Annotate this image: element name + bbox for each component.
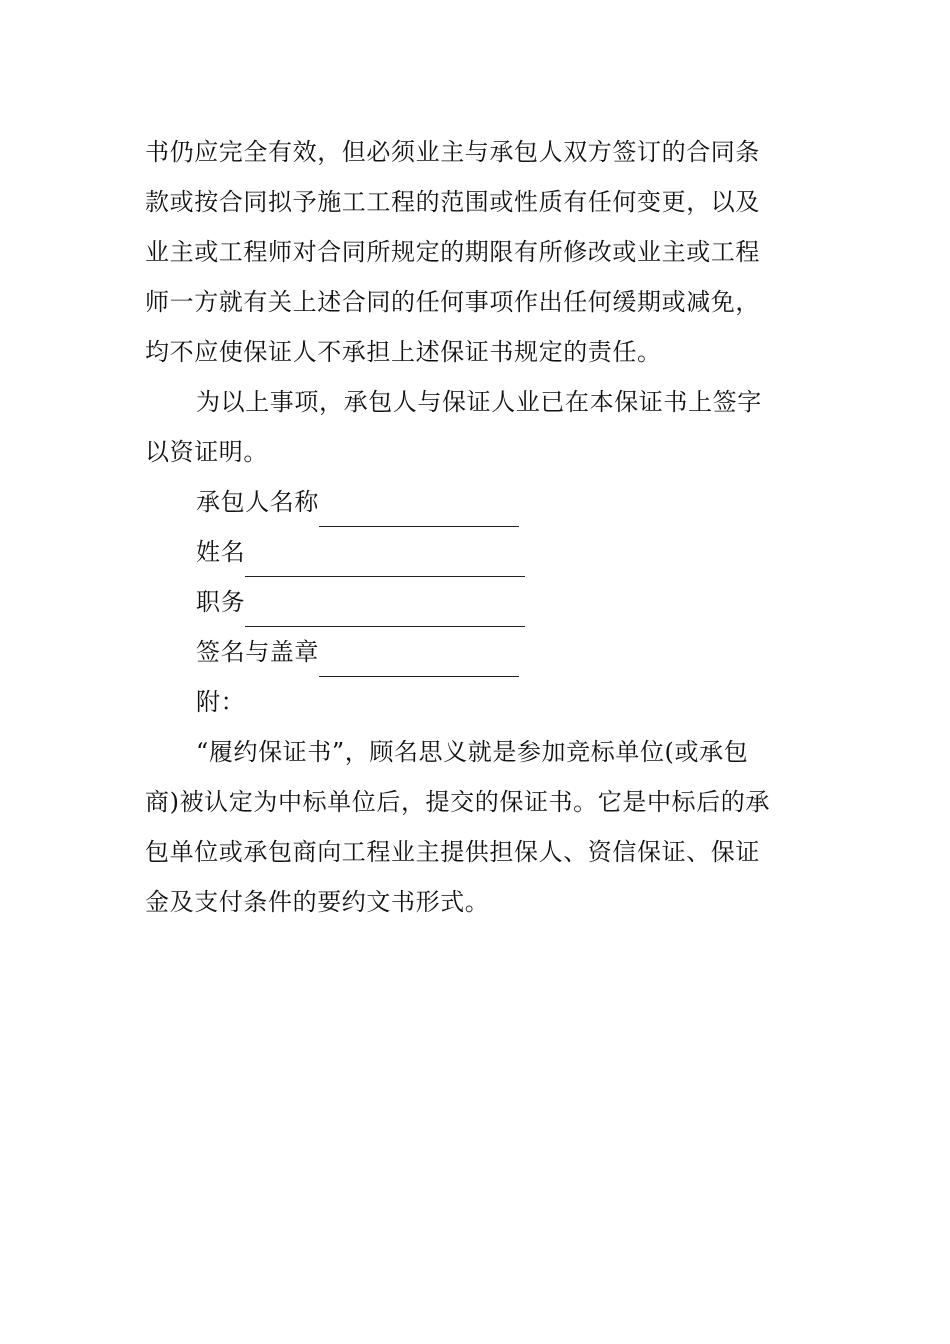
name-field (145, 527, 810, 577)
signature-seal-field (145, 627, 810, 677)
appendix-label: 附： (196, 688, 246, 716)
paragraph-1-line: 均不应使保证人不承担上述保证书规定的责任。 (145, 338, 662, 366)
contractor-name-label: 承包人名称 (196, 488, 319, 516)
paragraph-3-line: 商)被认定为中标单位后，提交的保证书。它是中标后的承 (145, 788, 770, 816)
document-body (145, 127, 810, 927)
paragraph-1-line: 书仍应完全有效，但必须业主与承包人双方签订的合同条 (145, 138, 760, 166)
paragraph-3-line: “履约保证书”，顾名思义就是参加竞标单位(或承包 (196, 738, 749, 766)
paragraph-1-line: 业主或工程师对合同所规定的期限有所修改或业主或工程 (145, 238, 760, 266)
paragraph-2-line: 以资证明。 (145, 438, 268, 466)
position-blank (245, 590, 525, 627)
signature-seal-label: 签名与盖章 (196, 638, 319, 666)
paragraph-3-line: 包单位或承包商向工程业主提供担保人、资信保证、保证 (145, 838, 760, 866)
position-label: 职务 (196, 588, 246, 616)
contractor-name-blank (319, 490, 519, 527)
name-blank (245, 540, 525, 577)
paragraph-2-line: 为以上事项，承包人与保证人业已在本保证书上签字 (196, 388, 762, 416)
name-label: 姓名 (196, 538, 246, 566)
contractor-name-field (145, 477, 810, 527)
paragraph-1-line: 款或按合同拟予施工工程的范围或性质有任何变更，以及 (145, 188, 760, 216)
paragraph-3-line: 金及支付条件的要约文书形式。 (145, 888, 490, 916)
paragraph-1-line: 师一方就有关上述合同的任何事项作出任何缓期或减免， (145, 288, 760, 316)
signature-seal-blank (319, 640, 519, 677)
position-field (145, 577, 810, 627)
